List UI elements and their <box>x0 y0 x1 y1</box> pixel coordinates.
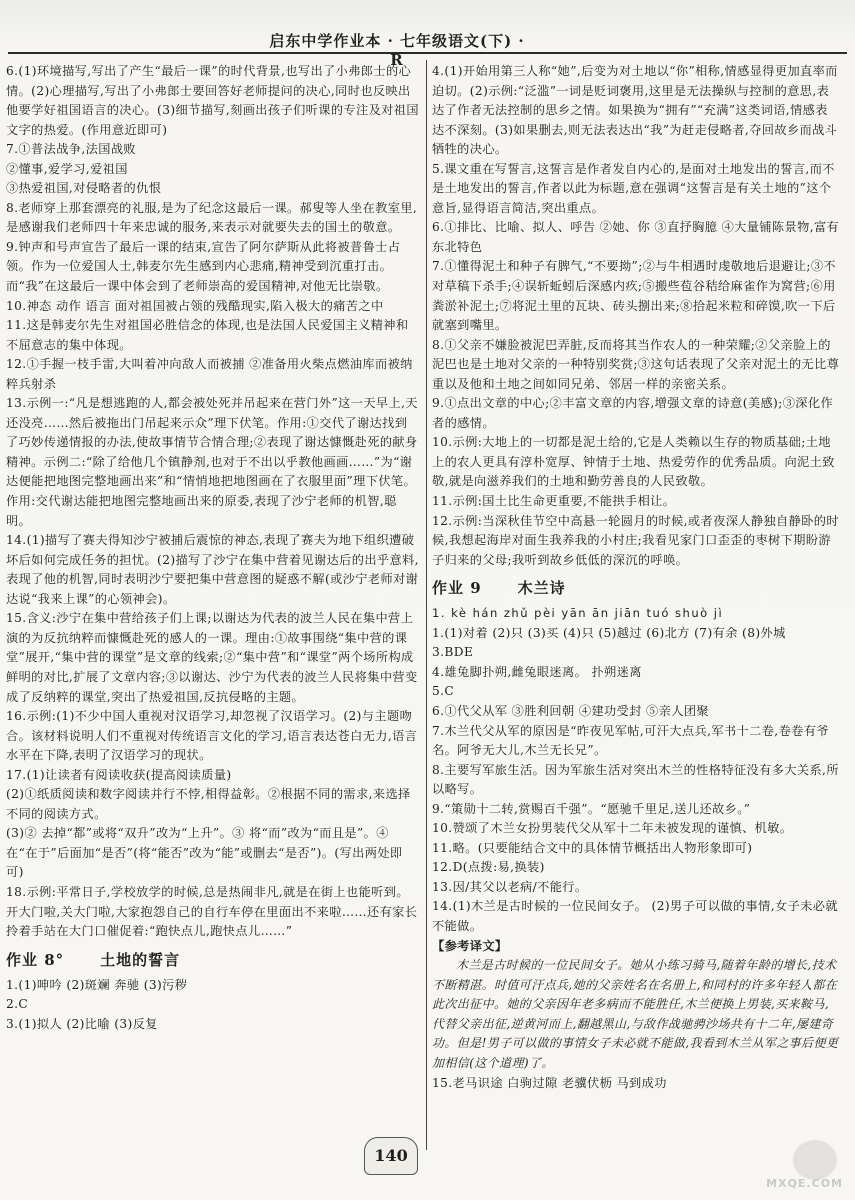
s9-answer-13: 13.因/其父以老病/不能行。 <box>432 879 588 894</box>
answer-r10: 10.示例:大地上的一切都是泥土给的,它是人类赖以生存的物质基础;土地上的农人更具有淳朴宽厚、钟情于土地、热爱劳作的优秀品质。向泥土致敬,就是向滋养我们的土地和勤劳善良的人民致敬。 <box>432 435 835 489</box>
answer-18: 18.示例:平常日子,学校放学的时候,总是热闹非凡,就是在街上也能听到。开大门啦,关大门啦,大家抱怨自己的自行车停在里面出不来啦……还有家长拎着手站在大门口催促着:“跑快点儿,跑快点儿……” <box>6 884 418 939</box>
answer-7-3: ③热爱祖国,对侵略者的仇恨 <box>6 181 162 196</box>
watermark <box>707 1140 847 1190</box>
section-8-heading <box>6 948 419 972</box>
section-9-heading <box>432 576 840 600</box>
s8-answer-2: 2.C <box>6 997 29 1012</box>
s9-pinyin: 1. kè hán zhǔ pèi yān ān jiān tuó shuò jì <box>432 606 724 621</box>
right-column <box>432 62 840 1093</box>
answer-r11: 11.示例:国土比生命更重要,不能拱手相让。 <box>432 494 676 509</box>
column-divider <box>426 60 427 1150</box>
page-number: 140 <box>364 1137 418 1175</box>
section-8-label: 作业 8° <box>6 950 65 969</box>
s9-answer-2: 1.(1)对着 (2)只 (3)买 (4)只 (5)越过 (6)北方 (7)有余 (8)外城 <box>432 625 786 640</box>
answer-17-2: (2)①纸质阅读和数字阅读并行不悖,相得益彰。②根据不同的需求,来选择不同的阅读方式。 <box>6 787 411 821</box>
s9-answer-14: 14.(1)木兰是古时候的一位民间女子。 (2)男子可以做的事情,女子未必就不能做。 <box>432 899 838 933</box>
s9-answer-3: 3.BDE <box>432 645 474 660</box>
section-8-title: 土地的誓言 <box>100 950 181 969</box>
answer-r6: 6.①排比、比喻、拟人、呼告 ②她、你 ③直抒胸臆 ④大量铺陈景物,富有东北特色 <box>432 220 840 254</box>
answer-r4: 4.(1)开始用第三人称“她”,后变为对土地以“你”相称,情感显得更加直率而迫切。(2)示例:“泛滥”一词是贬词褒用,这里是无法操纵与控制的意思,表达了作者无法控制的思乡之情。如果换为“拥有”“充满”这类词语,情感表达不深刻。(3)如果删去,则无法表达出“我”为赶走侵略者,夺回故乡而战斗牺牲的决心。 <box>432 64 838 157</box>
answer-16: 16.示例:(1)不少中国人重视对汉语学习,却忽视了汉语学习。(2)与主题吻合。该材料说明人们不重视对传统语言文化的学习,语言表达苍白无力,语言水平在下降,表明了汉语学习的现状。 <box>6 709 418 763</box>
answer-13: 13.示例一:“凡是想逃跑的人,都会被处死并吊起来在营门外”这一天早上,天还没亮……然后被拖出门吊起来示众”理下伏笔。作用:①交代了谢达找到了巧妙传递情报的办法,使故事情节合情合理;②表现了谢达慷慨赴死的献身精神。示例二:“除了给他几个镇静剂,也对于不出以乎教他画画……”为“谢达便能把地图完整地画出来”和“情悄地把地图画在了衣服里面”理下伏笔。作用:交代谢达能把地图完整地画出来的原委,表现了沙宁老师的机智,聪明。 <box>6 396 418 528</box>
watermark-logo-icon <box>793 1140 837 1180</box>
s9-answer-12: 12.D(点拨:易,换装) <box>432 860 545 875</box>
answer-r8: 8.①父亲不嫌脸被泥巴弄脏,反而将其当作农人的一种荣耀;②父亲脸上的泥巴也是土地对父亲的一种特别奖赏;③这句话表现了父亲对泥土的无比尊重以及他和土地之间如同兄弟、邻居一样的亲密关系。 <box>432 337 840 391</box>
answer-r9: 9.①点出文章的中心;②丰富文章的内容,增强文章的诗意(美感);③深化作者的感情。 <box>432 396 834 430</box>
answer-8: 8.老师穿上那套漂亮的礼服,是为了纪念这最后一课。郝叟等人坐在教室里,是感谢我们老师四十年来忠诚的服务,来表示对就要失去的国土的敬意。 <box>6 200 418 235</box>
s9-answer-4: 4.雄兔脚扑朔,雌兔眼迷离。 扑朔迷离 <box>432 664 642 679</box>
s9-answer-5: 5.C <box>432 684 455 699</box>
s9-answer-8: 8.主要写军旅生活。因为军旅生活对突出木兰的性格特征没有多大关系,所以略写。 <box>432 762 839 797</box>
s8-answer-1: 1.(1)呻吟 (2)斑斓 奔驰 (3)污秽 <box>6 977 188 992</box>
answer-6: 6.(1)环境描写,写出了产生“最后一课”的时代背景,也写出了小弗郎士的心情。(2)心理描写,写出了小弗郎士要回答好老师提问的决心,同时也反映出他要学好祖国语言的决心。(3)细节描写,刻画出孩子们听课的专注及对祖国文字的热爱。(作用意近即可) <box>6 64 419 137</box>
answer-12: 12.①手握一枝手雷,大叫着冲向敌人而被捕 ②准备用火柴点燃油库而被纳粹兵射杀 <box>6 357 413 391</box>
s9-answer-10: 10.赞颂了木兰女扮男装代父从军十二年未被发现的谨慎、机敏。 <box>432 821 793 836</box>
section-9-title: 木兰诗 <box>517 579 566 598</box>
answer-r5: 5.课文重在写誓言,这誓言是作者发自内心的,是面对土地发出的誓言,而不是土地发出的誓言,作者以此为标题,意在强调“这誓言是有关土地的”这个意旨,显得语言简洁,突出重点。 <box>432 161 835 215</box>
left-column <box>6 62 419 1034</box>
header-rule <box>8 52 847 54</box>
section-9-label: 作业 9 <box>432 579 482 598</box>
answer-7-1: 7.①普法战争,法国战败 <box>6 142 136 157</box>
watermark-text: MXQE.COM <box>766 1177 843 1190</box>
s9-answer-6: 6.①代父从军 ③胜利回朝 ④建功受封 ⑤亲人团聚 <box>432 703 709 718</box>
answer-r12: 12.示例:当深秋佳节空中高悬一轮圆月的时候,或者夜深人静独自静卧的时候,我想起海岸对面生我养我的小村庄;我看见家门口歪歪的枣树下期盼游子归来的父母;我听到故乡低低的深沉的呼唤。 <box>432 513 839 567</box>
reference-translation: 木兰是古时候的一位民间女子。她从小练习骑马,随着年龄的增长,技术不断精湛。时值可汗点兵,她的父亲姓名在名册上,和同村的许多年轻人都在此次出征中。她的父亲因年老多病而不能胜任,木兰便换上男装,买来鞍马,代替父亲出征,逆黄河而上,翻越黑山,与敌作战驰骋沙场共有十二年,屡建奇功。但是!男子可以做的事情女子未必就不能做,我看到木兰从军之事后便更加相信(这个道理)了。 <box>432 958 839 1071</box>
s9-answer-15: 15.老马识途 白驹过隙 老骥伏枥 马到成功 <box>432 1075 667 1090</box>
answer-10: 10.神态 动作 语言 面对祖国被占领的残酷现实,陷入极大的痛苦之中 <box>6 298 384 313</box>
answer-15: 15.含义:沙宁在集中营给孩子们上课;以谢达为代表的波兰人民在集中营上演的为反抗纳粹而慷慨赴死的感人的一课。理由:①故事围绕“集中营的课堂”展开,“集中营的课堂”是文章的线索;②“集中营”和“课堂”两个场所构成鲜明的对比,扩展了文章内容;③以谢达、沙宁为代表的波兰人民将集中营变成了反纳粹的课堂,突出了热爱祖国,反抗侵略的主题。 <box>6 611 418 704</box>
s9-answer-7: 7.木兰代父从军的原因是“昨夜见军帖,可汗大点兵,军书十二卷,卷卷有爷名。阿爷无大儿,木兰无长兄”。 <box>432 723 829 758</box>
answer-14: 14.(1)描写了赛夫得知沙宁被捕后震惊的神态,表现了赛夫为地下组织遭破坏后如何完成任务的担忧。(2)描写了沙宁在集中营着见谢达后的出乎意料,表现了他的机智,同时表明沙宁要把集中营意图的疑惑不解(或沙宁老师对谢达说“我来上课”的心领神会)。 <box>6 533 419 606</box>
answer-9: 9.钟声和号声宣告了最后一课的结束,宣告了阿尔萨斯从此将被普鲁士占领。作为一位爱国人士,韩麦尔先生感到内心悲痛,精神受到沉重打击。而“我”在这最后一课中体会到了老师崇高的爱国精神,对他无比崇敬。 <box>6 239 401 294</box>
reference-translation-label: 【参考译文】 <box>432 938 508 953</box>
page-header <box>0 0 855 69</box>
answer-11: 11.这是韩麦尔先生对祖国必胜信念的体现,也是法国人民爱国主义精神和不屈意志的集中体现。 <box>6 318 409 352</box>
s9-answer-11: 11.略。(只要能结合文中的具体情节概括出人物形象即可) <box>432 840 753 855</box>
s9-answer-9: 9.“策勋十二转,赏赐百千强”。“愿驰千里足,送儿还故乡。” <box>432 801 751 816</box>
running-header: 启东中学作业本 · 七年级语文(下) · R <box>269 32 525 69</box>
answer-r7: 7.①懂得泥土和种子有脾气,“不要拗”;②与牛相遇时虔敬地后退避让;③不对草稿下杀手;④误斩蚯蚓后深感内疚;⑤搬些苞谷秸给麻雀作为窝营;⑥用粪淤补泥土;⑦将泥土里的瓦块、砖头捌出来;⑧拾起米粒和碎馍,吹一下后就塞到嘴里。 <box>432 259 837 333</box>
answer-7-2: ②懂事,爱学习,爱祖国 <box>6 161 128 176</box>
answer-17-1: 17.(1)让读者有阅读收获(提高阅读质量) <box>6 767 232 782</box>
s8-answer-3: 3.(1)拟人 (2)比喻 (3)反复 <box>6 1016 158 1031</box>
answer-17-3: (3)② 去掉“都”或将“双升”改为“上升”。③ 将“而”改为“而且是”。④ 在“在于”后面加“是否”(将“能否”改为“能”或删去“是否”)。(写出两处即可) <box>6 826 403 880</box>
